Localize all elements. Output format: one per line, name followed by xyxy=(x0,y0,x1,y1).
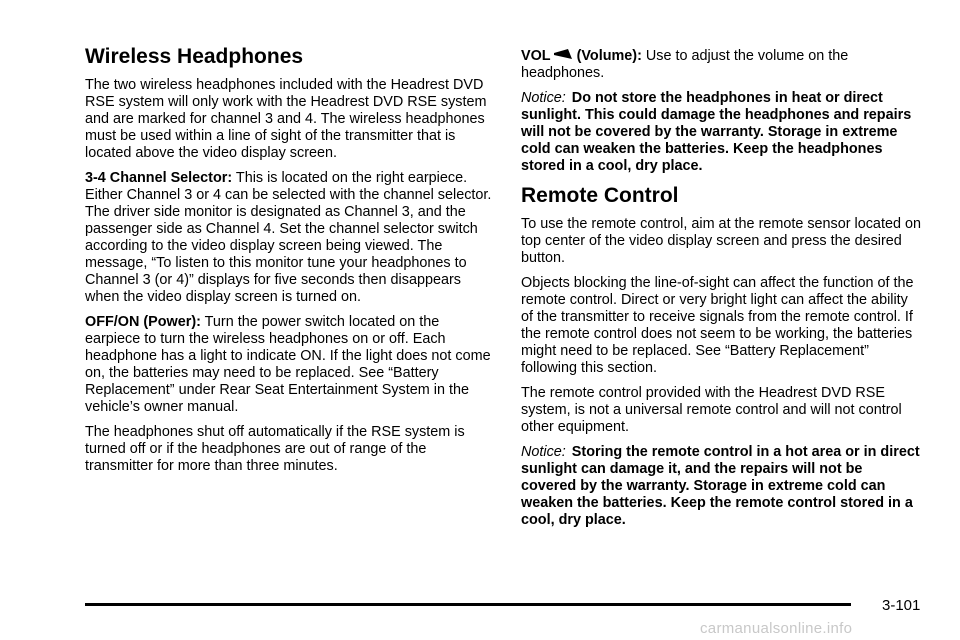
volume-lead-b: (Volume): xyxy=(576,48,642,64)
volume-paragraph xyxy=(521,48,921,82)
power-lead: OFF/ON (Power): xyxy=(85,314,201,331)
remote-paragraph-2: Objects blocking the line-of-sight can affect the function of the remote control. Direct or very bright light can affect the ability of the transmitter to receive signals from the remote control. If the remote control does not seem to be working, the batteries might need to be replaced. See “Battery Replacement” following this section. xyxy=(521,275,914,377)
volume-lead-a: VOL xyxy=(521,48,551,64)
power-text: Turn the power switch located on the earpiece to turn the wireless headphones on or off. Each headphone has a light to indicate ON. If the light does not come on, the batteries may need to be replaced. See “Battery Replacement” under Rear Seat Entertainment System in the vehicle’s owner manual. xyxy=(85,314,491,416)
watermark: carmanualsonline.info xyxy=(700,620,853,637)
left-column xyxy=(85,44,495,483)
footer-rule xyxy=(85,603,851,606)
section-title-remote-control: Remote Control xyxy=(521,184,679,207)
channel-selector-lead: 3-4 Channel Selector: xyxy=(85,170,233,187)
section-title-wireless-headphones: Wireless Headphones xyxy=(85,45,304,68)
channel-selector-paragraph xyxy=(85,170,495,306)
auto-shutoff-paragraph: The headphones shut off automatically if the RSE system is turned off or if the headphones are out of range of the transmitter for more than three minutes. xyxy=(85,424,465,475)
notice-text: Do not store the headphones in heat or direct sunlight. This could damage the headphones and repairs will not be covered by the warranty. Storage in extreme cold can weaken the batteries. Keep the headphones stored in a cool, dry place. xyxy=(521,90,912,174)
notice-remote xyxy=(521,444,921,529)
intro-paragraph: The two wireless headphones included with the Headrest DVD RSE system will only work with the Headrest DVD RSE system and are marked for channel 3 and 4. The wireless headphones must be used within a line of sight of the transmitter that is located above the video display screen. xyxy=(85,77,487,162)
volume-text: Use to adjust the volume on the headphones. xyxy=(521,48,849,81)
channel-selector-text: This is located on the right earpiece. Either Channel 3 or 4 can be selected with the channel selector. The driver side monitor is designated as Channel 3, and the passenger side as Channel 4. Set the channel selector switch according to the video display screen being viewed. The message, “To listen to this monitor tune your headphones to Channel 3 (or 4)” displays for five seconds then disappears when the video display screen is turned on. xyxy=(85,170,492,306)
power-paragraph xyxy=(85,314,495,416)
notice-text: Storing the remote control in a hot area or in direct sunlight can damage it, and the repairs will not be covered by the warranty. Storage in extreme cold can weaken the batteries. Keep the remote control stored in a cool, dry place. xyxy=(521,444,920,529)
right-column xyxy=(521,48,921,537)
volume-wedge-icon xyxy=(554,49,572,59)
notice-label: Notice: xyxy=(521,444,566,461)
remote-paragraph-3: The remote control provided with the Headrest DVD RSE system, is not a universal remote control and will not control other equipment. xyxy=(521,385,902,436)
remote-paragraph-1: To use the remote control, aim at the remote sensor located on top center of the video display screen and press the desired button. xyxy=(521,216,921,267)
notice-label: Notice: xyxy=(521,90,566,106)
page-number: 3-101 xyxy=(882,597,921,614)
notice-headphones xyxy=(521,90,921,175)
